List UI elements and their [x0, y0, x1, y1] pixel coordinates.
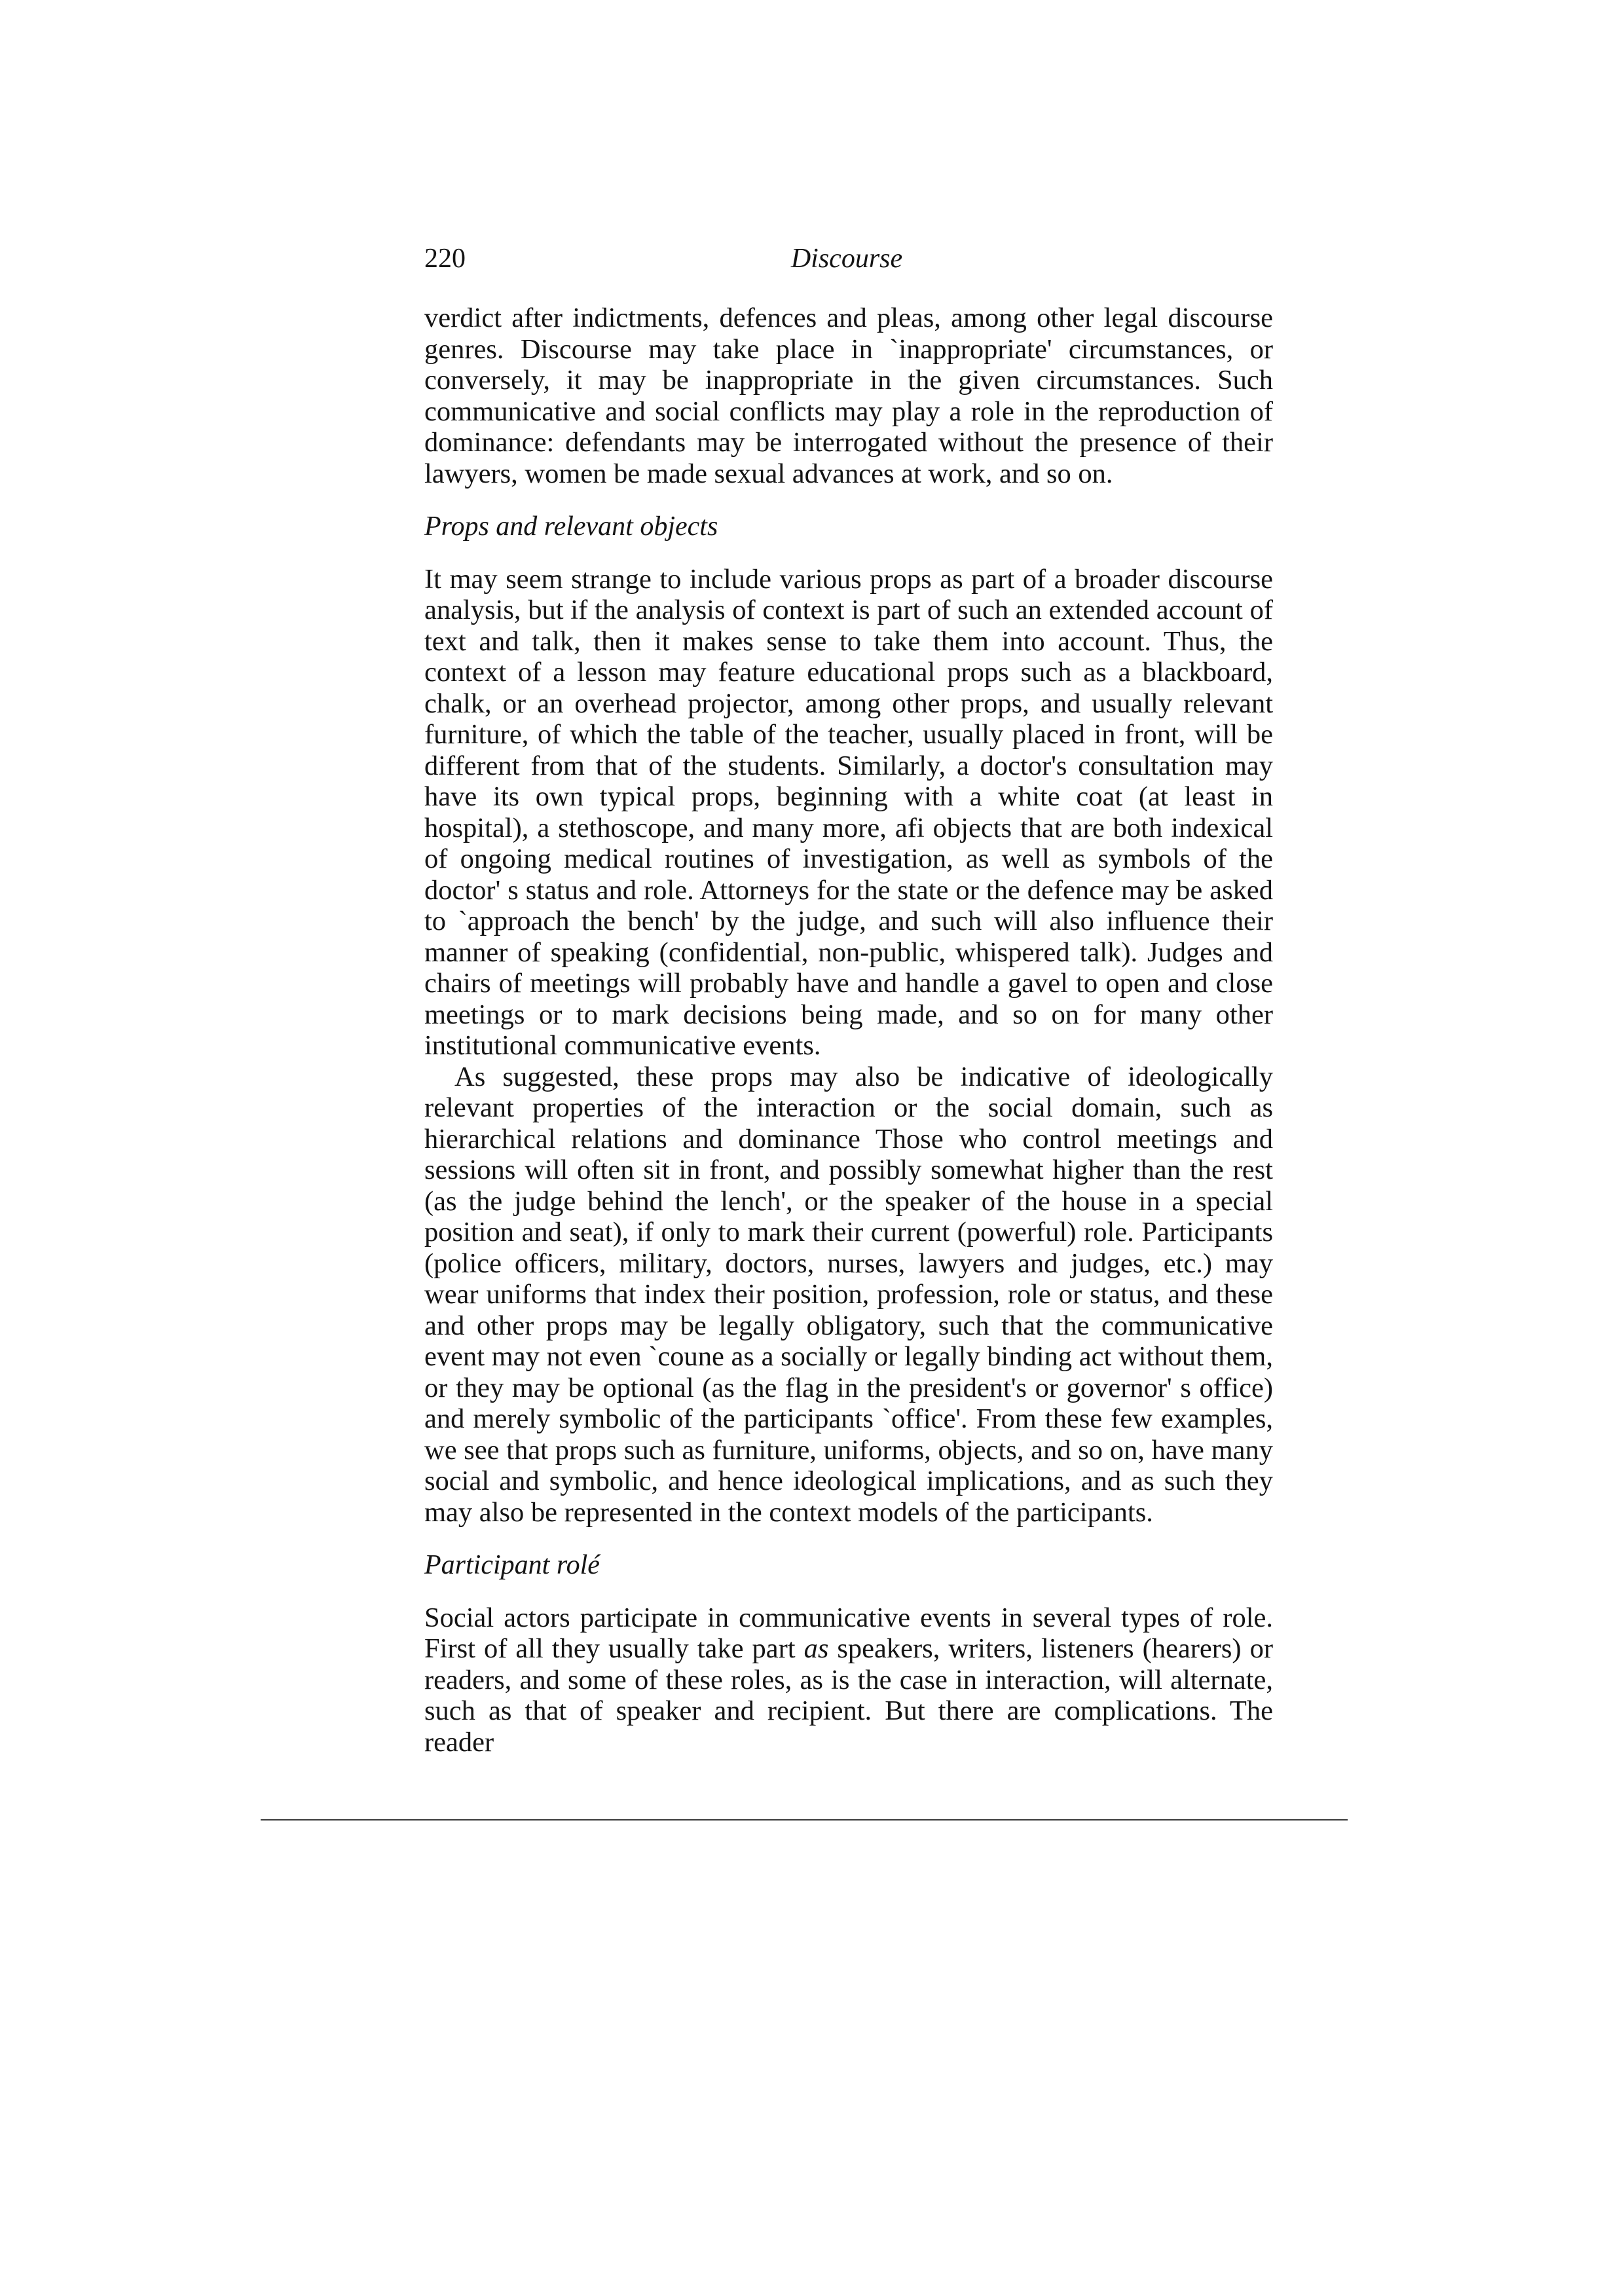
spacer: [424, 1581, 1273, 1602]
participant-text-emphasis: as: [803, 1633, 829, 1664]
footer-rule: [261, 1819, 1348, 1821]
body-text: [424, 303, 1273, 1758]
props-paragraph-2: As suggested, these props may also be indicative of ideologically relevant properties of the interaction or the social domain, such as hierarchical relations and dominance Those who control meetings and sessions will often sit in front, and possibly somewhat higher than the rest (as the judge behind the lench', or the speaker of the house in a special position and seat), if only to mark their current (powerful) role. Participants (police officers, military, doctors, nurses, lawyers and judges, etc.) may wear uniforms that index their position, profession, role or status, and these and other props may be legally obligatory, such that the communicative event may not even `coune as a socially or legally binding act without them, or they may be optional (as the flag in the president's or governor' s office) and merely symbolic of the participants `office'. From these few examples, we see that props such as furniture, uniforms, objects, and so on, have many social and symbolic, and hence ideological implications, and as such they may also be represented in the context models of the participants.: [424, 1061, 1273, 1528]
intro-paragraph: verdict after indictments, defences and pleas, among other legal discourse genres. Discourse may take place in `inappropriate' circumstances, or conversely, it may be inappropriate in the given circumstances. Such communicative and social conflicts may play a role in the reproduction of dominance: defendants may be interrogated without the presence of their lawyers, women be made sexual advances at work, and so on.: [424, 303, 1273, 489]
participant-text-start: Social actors participate in communicative events in several types of role. First of all they usually take part: [424, 1602, 1273, 1664]
spacer: [424, 1528, 1273, 1550]
participant-heading: Participant rolé: [424, 1550, 600, 1580]
running-title: Discourse: [790, 244, 903, 274]
page-header: [424, 239, 1269, 285]
participant-paragraph: [424, 1602, 1273, 1758]
participant-text-end: speakers, writers, listeners (hearers) or readers, and some of these roles, as is the case in interaction, will alternate, such as that of speaker and recipient. But there are complications. The reader: [424, 1633, 1273, 1758]
props-heading: Props and relevant objects: [424, 511, 718, 542]
spacer: [424, 489, 1273, 511]
props-paragraph-1: It may seem strange to include various props as part of a broader discourse analysis, but if the analysis of context is part of such an extended account of text and talk, then it makes sense to take them into account. Thus, the context of a lesson may feature educational props such as a blackboard, chalk, or an overhead projector, among other props, and usually relevant furniture, of which the table of the teacher, usually placed in front, will be different from that of the students. Similarly, a doctor's consultation may have its own typical props, beginning with a white coat (at least in hospital), a stethoscope, and many more, afi objects that are both indexical of ongoing medical routines of investigation, as well as symbols of the doctor' s status and role. Attorneys for the state or the defence may be asked to `approach the bench' by the judge, and such will also influence their manner of speaking (confidential, non-public, whispered talk). Judges and chairs of meetings will probably have and handle a gavel to open and close meetings or to mark decisions being made, and so on for many other institutional communicative events.: [424, 563, 1273, 1061]
spacer: [424, 543, 1273, 564]
page-number: 220: [424, 244, 466, 274]
